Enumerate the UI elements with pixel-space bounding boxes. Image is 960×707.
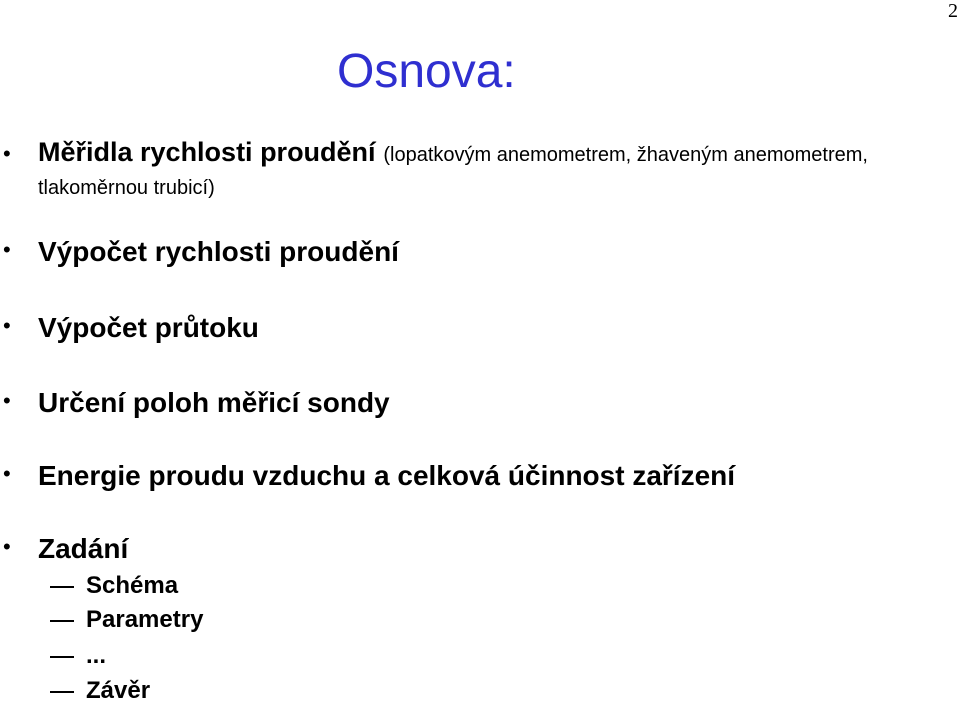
sub-item-label: ...	[86, 642, 107, 669]
bullet-icon: •	[3, 534, 11, 559]
bullet-icon: •	[3, 461, 11, 486]
sub-item-zaver	[0, 675, 400, 707]
bullet-icon: •	[3, 141, 11, 166]
sub-item-label: Schéma	[86, 572, 179, 599]
outline-item-main: Výpočet rychlosti proudění	[38, 236, 399, 267]
outline-item-main: Měřidla rychlosti proudění	[38, 137, 376, 167]
outline-item-text	[38, 137, 918, 203]
bullet-icon: •	[3, 313, 11, 338]
outline-item-main: Energie proudu vzduchu a celková účinnost zařízení	[38, 460, 736, 491]
dash-icon	[50, 620, 74, 622]
bullet-icon: •	[3, 388, 11, 413]
bullet-icon: •	[3, 237, 11, 262]
sub-item-label: Parametry	[86, 606, 204, 633]
sub-item-label: Závěr	[86, 677, 151, 704]
outline-item-main: Zadání	[38, 533, 129, 564]
dash-icon	[50, 586, 74, 588]
outline-item-main: Výpočet průtoku	[38, 312, 259, 343]
sub-item-parametry	[0, 604, 400, 636]
outline-item-main: Určení poloh měřicí sondy	[38, 387, 390, 418]
page-number: 2	[948, 0, 958, 22]
dash-icon	[50, 656, 74, 658]
slide-title: Osnova:	[337, 45, 516, 98]
dash-icon	[50, 691, 74, 693]
outline-item-detail: (lopatkovým anemometrem, žhaveným anemometrem, tlakoměrnou trubicí)	[38, 144, 868, 199]
sub-item-ellipsis	[0, 640, 400, 672]
sub-item-schema	[0, 570, 400, 602]
